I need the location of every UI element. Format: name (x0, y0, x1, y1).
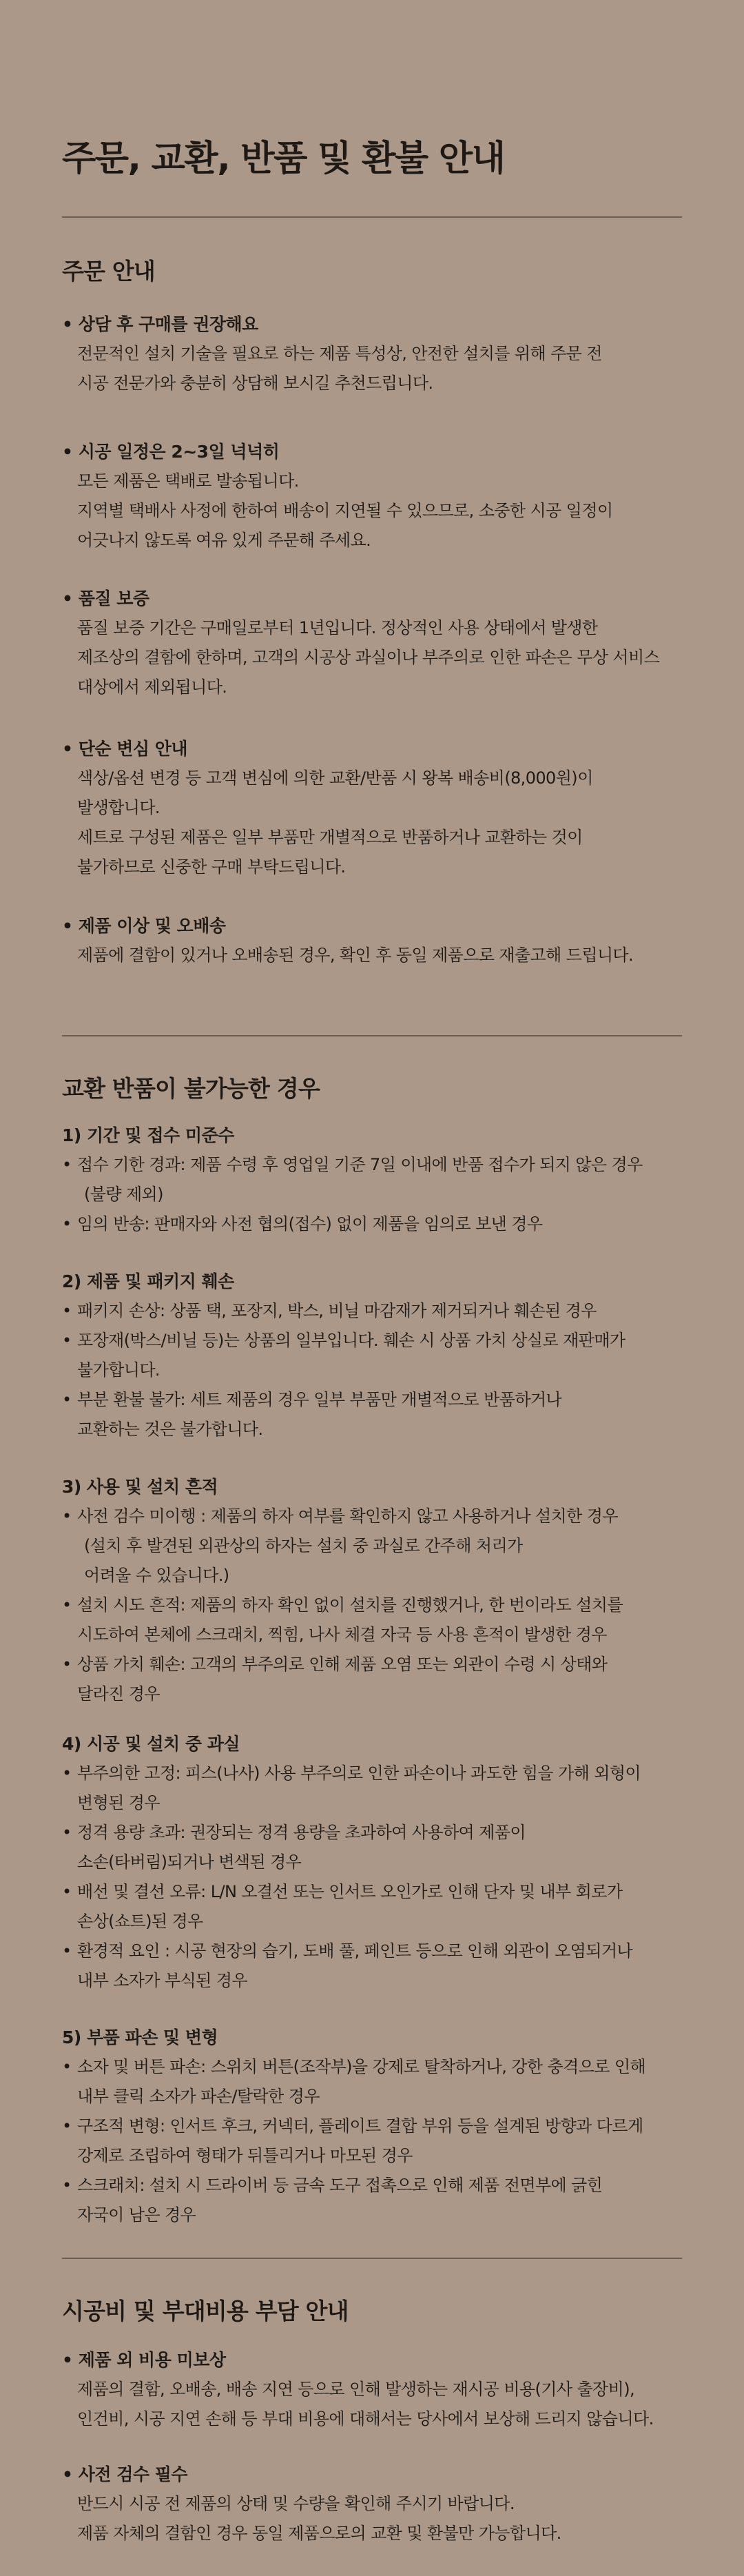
list-item (62, 1150, 689, 1209)
item-text: • 구조적 변형: 인서트 후크, 커넥터, 플레이트 결합 부위 등을 설계된 방향과 다르게 (77, 2116, 643, 2136)
item-text: 발생합니다. (77, 798, 160, 817)
divider (62, 216, 682, 218)
item-text: 반드시 시공 전 제품의 상태 및 수량을 확인해 주시기 바랍니다. (77, 2494, 515, 2513)
item-text: 자국이 남은 경우 (77, 2205, 196, 2225)
item-text: • 스크래치: 설치 시 드라이버 등 금속 도구 접촉으로 인해 제품 전면부에 긁힌 (77, 2176, 603, 2195)
list-item (62, 1296, 689, 1326)
item-text: 제품 자체의 결함인 경우 동일 제품으로의 교환 및 환불만 가능합니다. (77, 2524, 561, 2543)
item-text: 소손(타버림)되거나 변색된 경우 (77, 1852, 302, 1872)
item-text: • 설치 시도 흔적: 제품의 하자 확인 없이 설치를 진행했거나, 한 번이라도 설치를 (77, 1595, 623, 1615)
item-text: 달라진 경우 (77, 1684, 160, 1704)
item-text: • 배선 및 결선 오류: L/N 오결선 또는 인서트 오인가로 인해 단자 및 내부 회로가 (77, 1882, 623, 1901)
group-title: 3) 사용 및 설치 흔적 (62, 1477, 218, 1497)
order-item-defect (62, 911, 689, 970)
item-text: 인건비, 시공 지연 손해 등 부대 비용에 대해서는 당사에서 보상해 드리지 않습니다. (77, 2409, 654, 2429)
item-text: 교환하는 것은 불가합니다. (77, 1420, 263, 1439)
item-text: • 부주의한 고정: 피스(나사) 사용 부주의로 인한 파손이나 과도한 힘을 가해 외형이 (77, 1764, 641, 1783)
item-text: • 포장재(박스/비닐 등)는 상품의 일부입니다. 훼손 시 상품 가치 상실로 재판매가 (77, 1331, 626, 1350)
item-text: • 접수 기한 경과: 제품 수령 후 영업일 기준 7일 이내에 반품 접수가 되지 않은 경우 (77, 1155, 643, 1174)
item-text: 어려울 수 있습니다.) (84, 1566, 229, 1585)
list-item (62, 1936, 689, 1996)
item-text: • 소자 및 버튼 파손: 스위치 버튼(조작부)을 강제로 탈착하거나, 강한 충격으로 인해 (77, 2057, 646, 2076)
restriction-group-damage (62, 2023, 689, 2230)
item-text: • 정격 용량 초과: 권장되는 정격 용량을 초과하여 사용하여 제품이 (77, 1823, 526, 1842)
restriction-group-installation (62, 1729, 689, 1996)
restriction-group-package (62, 1267, 689, 1444)
item-text: • 사전 검수 미이행 : 제품의 하자 여부를 확인하지 않고 사용하거나 설치한 경우 (77, 1506, 618, 1526)
item-text: • 상품 가치 훼손: 고객의 부주의로 인해 제품 오염 또는 외관이 수령 시 상태와 (77, 1655, 608, 1674)
item-title: • 제품 외 비용 미보상 (62, 2345, 689, 2375)
item-text: 제품에 결함이 있거나 오배송된 경우, 확인 후 동일 제품으로 재출고해 드립니다. (77, 945, 634, 965)
item-text: 어긋나지 않도록 여유 있게 주문해 주세요. (77, 531, 371, 550)
item-text: 시공 전문가와 충분히 상담해 보시길 추천드립니다. (77, 374, 433, 393)
page-title: 주문, 교환, 반품 및 환불 안내 (62, 139, 505, 179)
list-item (62, 1385, 689, 1444)
item-text: 세트로 구성된 제품은 일부 부품만 개별적으로 반품하거나 교환하는 것이 (77, 828, 583, 847)
restriction-group-usage (62, 1472, 689, 1709)
order-item-schedule (62, 437, 689, 555)
item-text: 제품의 결함, 오배송, 배송 지연 등으로 인해 발생하는 재시공 비용(기사 출장비), (77, 2380, 635, 2399)
order-item-warranty (62, 584, 689, 702)
list-item (62, 1650, 689, 1709)
list-item (62, 1591, 689, 1650)
section-heading-order: 주문 안내 (62, 258, 156, 285)
list-item (62, 1818, 689, 1877)
group-title: 5) 부품 파손 및 변형 (62, 2027, 218, 2047)
item-text: 내부 클릭 소자가 파손/탈락한 경우 (77, 2087, 320, 2106)
order-item-change-of-mind (62, 734, 689, 882)
list-item (62, 1209, 689, 1239)
group-title: 2) 제품 및 패키지 훼손 (62, 1271, 234, 1291)
item-title: • 품질 보증 (62, 584, 689, 613)
divider (62, 1035, 682, 1036)
item-text: 불가하므로 신중한 구매 부탁드립니다. (77, 857, 346, 877)
item-text: (불량 제외) (84, 1185, 163, 1204)
item-text: 지역별 택배사 사정에 한하여 배송이 지연될 수 있으므로, 소중한 시공 일정이 (77, 501, 613, 520)
item-text: 모든 제품은 택배로 발송됩니다. (77, 471, 299, 491)
item-title: • 제품 이상 및 오배송 (62, 911, 689, 941)
item-text: 내부 소자가 부식된 경우 (77, 1971, 247, 1990)
item-title: • 사전 검수 필수 (62, 2460, 689, 2489)
list-item (62, 1877, 689, 1936)
item-title: • 상담 후 구매를 권장해요 (62, 309, 689, 339)
section-heading-restrictions: 교환 반품이 불가능한 경우 (62, 1075, 320, 1102)
list-item (62, 2171, 689, 2230)
item-text: 제조상의 결함에 한하며, 고객의 시공상 과실이나 부주의로 인한 파손은 무상 서비스 (77, 648, 660, 667)
item-title: • 단순 변심 안내 (62, 734, 689, 764)
cost-item-inspection (62, 2460, 689, 2548)
group-title: 1) 기간 및 접수 미준수 (62, 1125, 234, 1145)
item-text: • 부분 환불 불가: 세트 제품의 경우 일부 부품만 개별적으로 반품하거나 (77, 1390, 562, 1409)
section-heading-costs: 시공비 및 부대비용 부담 안내 (62, 2298, 349, 2324)
restriction-group-deadline (62, 1121, 689, 1239)
item-text: 변형된 경우 (77, 1793, 160, 1812)
item-text: 시도하여 본체에 스크래치, 찍힘, 나사 체결 자국 등 사용 흔적이 발생한 경우 (77, 1625, 607, 1644)
list-item (62, 2052, 689, 2112)
item-title: • 시공 일정은 2~3일 넉넉히 (62, 437, 689, 467)
item-text: • 임의 반송: 판매자와 사전 협의(접수) 없이 제품을 임의로 보낸 경우 (77, 1214, 543, 1234)
item-text: 대상에서 제외됩니다. (77, 677, 227, 697)
list-item (62, 1502, 689, 1591)
item-text: 강제로 조립하여 형태가 뒤틀리거나 마모된 경우 (77, 2146, 413, 2165)
item-text: • 환경적 요인 : 시공 현장의 습기, 도배 풀, 페인트 등으로 인해 외관이 오염되거나 (77, 1941, 632, 1961)
order-item-consultation (62, 309, 689, 398)
list-item (62, 1326, 689, 1385)
item-text: (설치 후 발견된 외관상의 하자는 설치 중 과실로 간주해 처리가 (84, 1536, 523, 1555)
list-item (62, 1759, 689, 1818)
item-text: 불가합니다. (77, 1360, 160, 1380)
group-title: 4) 시공 및 설치 중 과실 (62, 1734, 240, 1754)
item-text: 품질 보증 기간은 구매일로부터 1년입니다. 정상적인 사용 상태에서 발생한 (77, 618, 598, 637)
item-text: • 패키지 손상: 상품 택, 포장지, 박스, 비닐 마감재가 제거되거나 훼손된 경우 (77, 1301, 597, 1320)
item-text: 손상(쇼트)된 경우 (77, 1912, 203, 1931)
divider (62, 2258, 682, 2259)
item-text: 색상/옵션 변경 등 고객 변심에 의한 교환/반품 시 왕복 배송비(8,000원)이 (77, 768, 593, 788)
cost-item-no-compensation (62, 2345, 689, 2434)
list-item (62, 2112, 689, 2171)
item-text: 전문적인 설치 기술을 필요로 하는 제품 특성상, 안전한 설치를 위해 주문 전 (77, 344, 602, 363)
